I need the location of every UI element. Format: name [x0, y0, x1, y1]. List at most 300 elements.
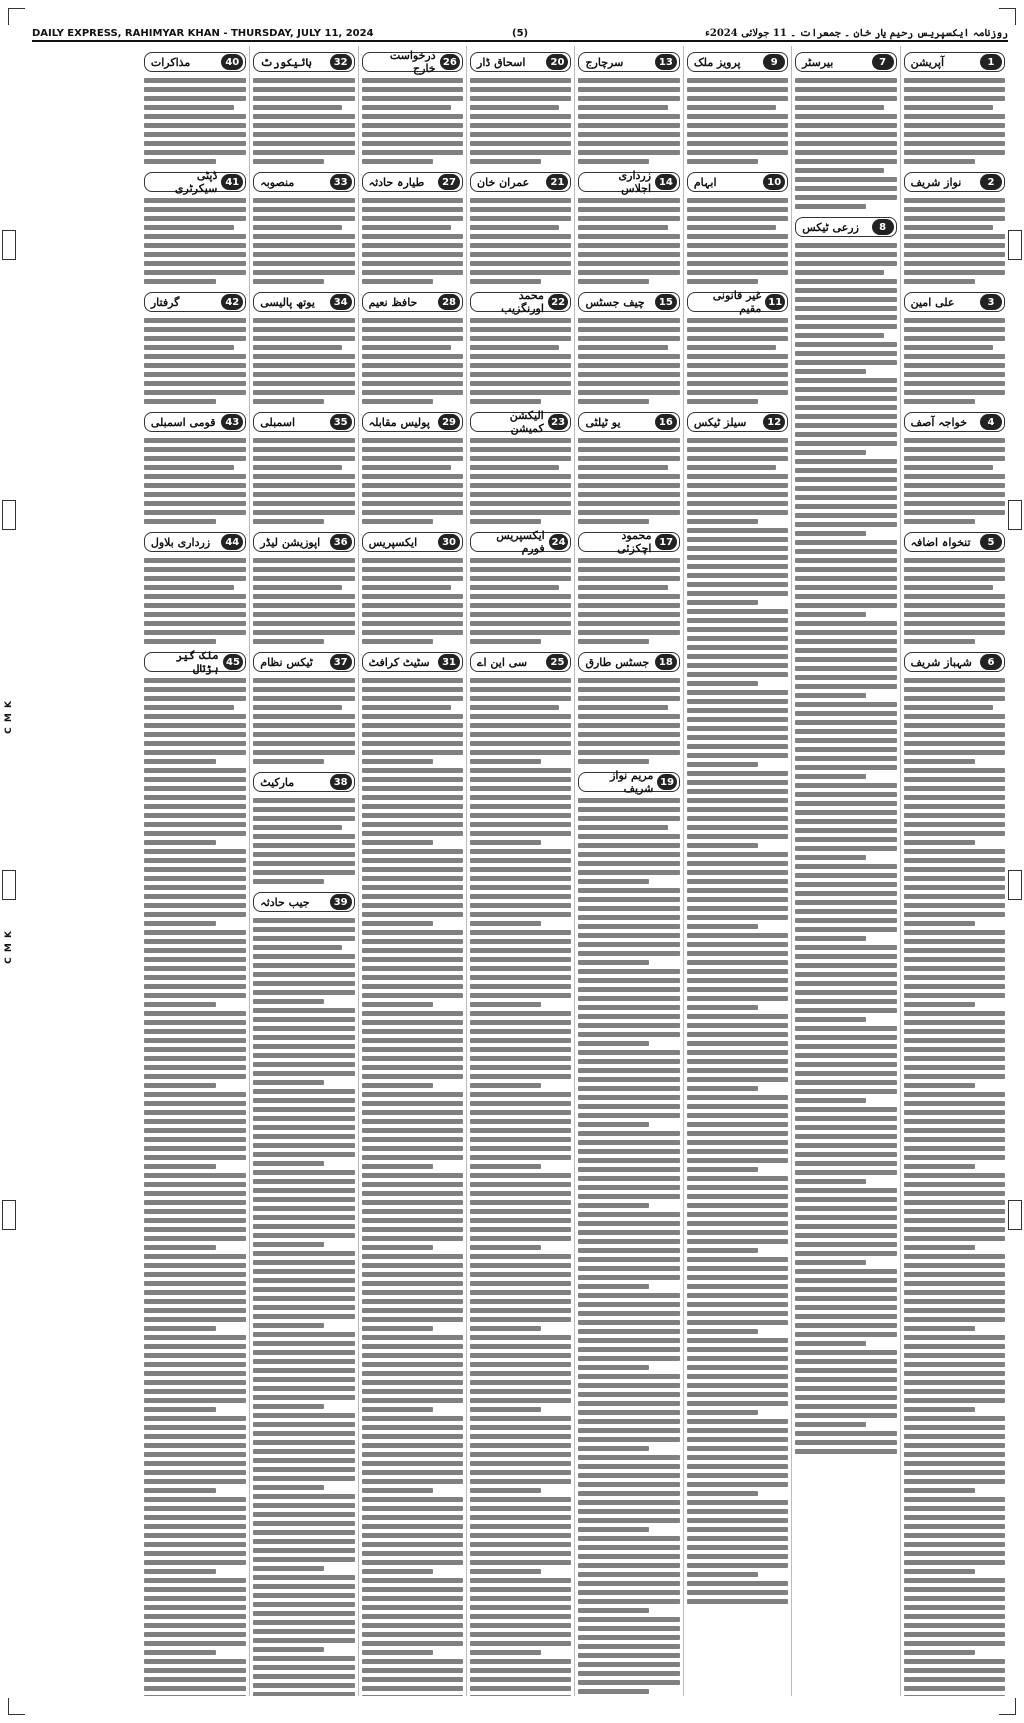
text-line: [470, 993, 571, 998]
text-line: [144, 1047, 246, 1052]
text-line: [795, 405, 896, 410]
text-line: [362, 1389, 463, 1394]
registration-mark: [2, 230, 16, 260]
section-heading: [470, 172, 571, 192]
text-line: [795, 1107, 896, 1112]
text-line: [253, 1062, 354, 1067]
text-line: [687, 1338, 788, 1343]
section-heading: [253, 892, 354, 912]
text-line: [578, 621, 679, 626]
text-line: [578, 381, 679, 386]
text-line: [687, 933, 788, 938]
text-line: [253, 1017, 354, 1022]
text-line: [687, 1419, 788, 1424]
text-line: [362, 678, 463, 683]
text-line: [578, 1113, 679, 1118]
section-title: خواجہ آصف: [910, 415, 968, 429]
text-line: [578, 1545, 679, 1550]
text-line: [144, 372, 246, 377]
text-line: [470, 270, 571, 275]
text-line: [795, 87, 896, 92]
text-line: [470, 1083, 541, 1088]
text-line: [470, 1479, 571, 1484]
text-line: [578, 1293, 679, 1298]
section-title: نواز شریف: [910, 175, 962, 189]
text-line: [687, 726, 788, 731]
text-line: [362, 849, 463, 854]
text-line: [687, 1095, 788, 1100]
text-line: [795, 1332, 896, 1337]
section-heading: [795, 52, 896, 72]
section-number-badge: 12: [763, 414, 785, 430]
section-heading: [578, 169, 679, 195]
text-line: [362, 639, 433, 644]
text-line: [362, 867, 463, 872]
text-line: [470, 1371, 571, 1376]
text-line: [144, 87, 246, 92]
text-line: [144, 939, 246, 944]
section-title: درخواست خارج: [389, 49, 436, 75]
text-line: [362, 510, 463, 515]
text-line: [687, 1014, 788, 1019]
text-line: [578, 1671, 679, 1676]
text-line: [362, 1479, 463, 1484]
text-line: [904, 327, 1005, 332]
article-text-block: [904, 76, 1005, 166]
text-line: [795, 504, 896, 509]
text-line: [578, 1311, 679, 1316]
news-column: [574, 46, 682, 1696]
text-line: [362, 1209, 463, 1214]
text-line: [253, 1188, 354, 1193]
text-line: [687, 1059, 788, 1064]
section-heading: [904, 292, 1005, 312]
text-line: [795, 774, 866, 779]
text-line: [144, 1659, 246, 1664]
article-text-block: [578, 676, 679, 766]
text-line: [795, 720, 896, 725]
text-line: [253, 1242, 324, 1247]
text-line: [795, 1278, 896, 1283]
text-line: [253, 1476, 354, 1481]
text-line: [362, 975, 463, 980]
text-line: [795, 1098, 866, 1103]
text-line: [904, 912, 1005, 917]
section-heading: [144, 52, 246, 72]
text-line: [144, 327, 246, 332]
section-title: چیف جسٹس: [585, 295, 645, 309]
text-line: [578, 1284, 649, 1289]
text-line: [470, 1245, 541, 1250]
text-line: [253, 990, 354, 995]
text-line: [578, 852, 679, 857]
article-text-block: [578, 76, 679, 166]
section-title: قومی اسمبلی: [150, 415, 216, 429]
section-heading: [904, 652, 1005, 672]
text-line: [470, 630, 571, 635]
text-line: [470, 390, 571, 395]
text-line: [687, 1284, 788, 1289]
text-line: [578, 456, 679, 461]
section-number-badge: 9: [763, 54, 785, 70]
text-line: [795, 1206, 896, 1211]
text-line: [470, 225, 559, 230]
text-line: [795, 186, 896, 191]
text-line: [362, 1290, 463, 1295]
text-line: [362, 456, 463, 461]
text-line: [470, 768, 571, 773]
section-heading: [362, 412, 463, 432]
crop-mark-bottom-right: [999, 1698, 1016, 1715]
text-line: [578, 1617, 679, 1622]
section-heading: [904, 52, 1005, 72]
text-line: [578, 630, 679, 635]
text-line: [362, 243, 463, 248]
text-line: [144, 363, 246, 368]
section-title: سرچارج: [585, 55, 624, 69]
text-line: [362, 399, 433, 404]
text-line: [253, 567, 354, 572]
text-line: [904, 483, 1005, 488]
text-line: [904, 1470, 1005, 1475]
text-line: [795, 576, 896, 581]
section-heading: [144, 532, 246, 552]
text-line: [253, 243, 354, 248]
text-line: [144, 1389, 246, 1394]
text-line: [904, 1245, 975, 1250]
text-line: [470, 150, 571, 155]
section-number-badge: 27: [438, 174, 460, 190]
text-line: [687, 216, 788, 221]
text-line: [144, 105, 234, 110]
text-line: [253, 852, 354, 857]
section-title: ملک گیر ہڑتال: [176, 649, 219, 675]
text-line: [362, 984, 463, 989]
text-line: [687, 555, 788, 560]
text-line: [687, 1104, 788, 1109]
article-text-block: [687, 526, 788, 1606]
section-heading: [144, 292, 246, 312]
text-line: [362, 1056, 463, 1061]
text-line: [362, 696, 463, 701]
text-line: [904, 1380, 1005, 1385]
text-line: [687, 225, 776, 230]
text-line: [904, 1686, 1005, 1691]
text-line: [253, 327, 354, 332]
text-line: [795, 177, 896, 182]
text-line: [144, 1425, 246, 1430]
text-line: [904, 78, 1005, 83]
text-line: [470, 786, 571, 791]
text-line: [904, 714, 1005, 719]
text-line: [253, 825, 342, 830]
text-line: [144, 705, 234, 710]
text-line: [144, 630, 246, 635]
text-line: [795, 1071, 896, 1076]
text-line: [144, 1146, 246, 1151]
text-line: [687, 1032, 788, 1037]
text-line: [362, 1272, 463, 1277]
text-line: [904, 252, 1005, 257]
text-line: [578, 1329, 679, 1334]
text-line: [904, 1398, 1005, 1403]
text-line: [904, 813, 1005, 818]
text-line: [470, 252, 571, 257]
text-line: [253, 1251, 354, 1256]
text-line: [253, 1161, 324, 1166]
text-line: [795, 315, 896, 320]
text-line: [578, 1131, 679, 1136]
section-number-badge: 32: [330, 54, 352, 70]
section-heading: [253, 52, 354, 72]
text-line: [578, 1392, 679, 1397]
text-line: [904, 198, 1005, 203]
text-line: [904, 1200, 1005, 1205]
text-line: [578, 816, 679, 821]
text-line: [362, 1371, 463, 1376]
text-line: [904, 1614, 1005, 1619]
text-line: [253, 945, 342, 950]
text-line: [144, 912, 246, 917]
text-line: [362, 1011, 463, 1016]
section-number-badge: 44: [221, 534, 243, 550]
text-line: [470, 822, 571, 827]
text-line: [795, 351, 896, 356]
text-line: [253, 954, 354, 959]
text-line: [253, 207, 354, 212]
news-column: [358, 46, 466, 1696]
text-line: [362, 1659, 463, 1664]
section-title: پولیس مقابلہ: [368, 415, 430, 429]
text-line: [795, 495, 896, 500]
text-line: [144, 885, 246, 890]
text-line: [904, 1569, 975, 1574]
text-line: [362, 1596, 463, 1601]
text-line: [904, 1695, 1005, 1696]
text-line: [362, 1632, 463, 1637]
text-line: [687, 1599, 788, 1604]
text-line: [904, 1290, 1005, 1295]
section-number-badge: 34: [330, 294, 352, 310]
text-line: [795, 522, 896, 527]
text-line: [144, 123, 246, 128]
text-line: [795, 324, 896, 329]
text-line: [795, 756, 896, 761]
text-line: [687, 465, 776, 470]
text-line: [578, 1635, 679, 1640]
text-line: [687, 789, 788, 794]
text-line: [362, 1668, 463, 1673]
text-line: [144, 1299, 246, 1304]
text-line: [470, 456, 571, 461]
section-number-badge: 11: [765, 294, 785, 310]
text-line: [362, 483, 463, 488]
text-line: [470, 1443, 571, 1448]
text-line: [578, 834, 679, 839]
text-line: [253, 1377, 354, 1382]
text-line: [470, 399, 541, 404]
text-line: [904, 1605, 1005, 1610]
text-line: [144, 1632, 246, 1637]
text-line: [687, 699, 788, 704]
text-line: [470, 198, 571, 203]
text-line: [253, 1125, 354, 1130]
text-line: [578, 723, 679, 728]
text-line: [362, 1146, 463, 1151]
text-line: [470, 105, 559, 110]
text-line: [470, 1056, 571, 1061]
text-line: [578, 1527, 649, 1532]
text-line: [253, 1584, 354, 1589]
text-line: [144, 1020, 246, 1025]
text-line: [795, 891, 896, 896]
section-heading: [144, 412, 246, 432]
text-line: [904, 501, 1005, 506]
text-line: [795, 1449, 896, 1454]
text-line: [470, 948, 571, 953]
text-line: [253, 1071, 354, 1076]
text-line: [470, 576, 571, 581]
text-line: [578, 1662, 679, 1667]
text-line: [470, 1299, 571, 1304]
text-line: [904, 159, 975, 164]
text-line: [578, 78, 679, 83]
text-line: [144, 930, 246, 935]
text-line: [144, 1479, 246, 1484]
text-line: [144, 150, 246, 155]
text-line: [362, 1407, 433, 1412]
text-line: [470, 903, 571, 908]
text-line: [578, 1275, 679, 1280]
text-line: [253, 1233, 354, 1238]
text-line: [470, 759, 541, 764]
section-heading: [144, 649, 246, 675]
text-line: [795, 252, 896, 257]
text-line: [470, 1074, 571, 1079]
text-line: [144, 492, 246, 497]
text-line: [687, 1536, 788, 1541]
text-line: [470, 1272, 571, 1277]
section-heading: [253, 652, 354, 672]
section-number-badge: 13: [655, 54, 677, 70]
text-line: [362, 1353, 463, 1358]
text-line: [904, 558, 1005, 563]
text-line: [362, 261, 463, 266]
text-line: [795, 1251, 896, 1256]
text-line: [362, 318, 463, 323]
text-line: [253, 252, 354, 257]
text-line: [687, 573, 788, 578]
section-number-badge: 33: [330, 174, 352, 190]
text-line: [253, 279, 324, 284]
text-line: [253, 723, 354, 728]
section-heading: [253, 412, 354, 432]
text-line: [470, 714, 571, 719]
text-line: [253, 354, 354, 359]
text-line: [144, 921, 216, 926]
text-line: [470, 1029, 571, 1034]
text-line: [144, 678, 246, 683]
section-number-badge: 41: [221, 174, 243, 190]
text-line: [362, 279, 433, 284]
text-line: [253, 198, 354, 203]
text-line: [470, 1362, 571, 1367]
text-line: [904, 390, 1005, 395]
section-title: محمد اورنگزیب: [501, 289, 544, 315]
text-line: [144, 732, 246, 737]
text-line: [470, 1263, 571, 1268]
text-line: [578, 1356, 679, 1361]
text-line: [578, 1410, 679, 1415]
text-line: [795, 693, 866, 698]
text-line: [362, 363, 463, 368]
text-line: [578, 105, 667, 110]
text-line: [904, 1101, 1005, 1106]
text-line: [578, 1050, 679, 1055]
text-line: [253, 1089, 354, 1094]
text-line: [578, 243, 679, 248]
text-line: [687, 318, 788, 323]
text-line: [144, 1344, 246, 1349]
text-line: [904, 639, 975, 644]
news-column: [900, 46, 1008, 1696]
text-line: [795, 540, 896, 545]
text-line: [470, 1137, 571, 1142]
text-line: [253, 363, 354, 368]
text-line: [144, 1452, 246, 1457]
text-line: [795, 1044, 896, 1049]
text-line: [144, 1434, 246, 1439]
text-line: [144, 1038, 246, 1043]
text-line: [687, 519, 758, 524]
section-number-badge: 29: [438, 414, 460, 430]
article-text-block: [144, 196, 246, 286]
text-line: [253, 1602, 354, 1607]
text-line: [795, 105, 884, 110]
text-line: [253, 318, 354, 323]
text-line: [795, 114, 896, 119]
text-line: [795, 486, 896, 491]
text-line: [253, 1107, 354, 1112]
section-number-badge: 37: [330, 654, 352, 670]
text-line: [253, 1458, 354, 1463]
section-title: مذاکرات: [150, 55, 191, 69]
text-line: [578, 558, 679, 563]
text-line: [470, 318, 571, 323]
text-line: [687, 1005, 758, 1010]
section-number-badge: 23: [548, 414, 569, 430]
text-line: [362, 993, 463, 998]
text-line: [470, 1677, 571, 1682]
text-line: [687, 942, 788, 947]
text-line: [144, 1281, 246, 1286]
text-line: [253, 483, 354, 488]
text-line: [687, 1248, 758, 1253]
text-line: [144, 966, 246, 971]
page-number: (5): [512, 27, 529, 39]
text-line: [687, 336, 788, 341]
text-line: [904, 510, 1005, 515]
text-line: [470, 612, 571, 617]
text-line: [144, 1335, 246, 1340]
text-line: [795, 909, 896, 914]
text-line: [795, 666, 896, 671]
text-line: [795, 864, 896, 869]
text-line: [687, 456, 788, 461]
text-line: [144, 399, 216, 404]
text-line: [253, 234, 354, 239]
text-line: [904, 1623, 1005, 1628]
